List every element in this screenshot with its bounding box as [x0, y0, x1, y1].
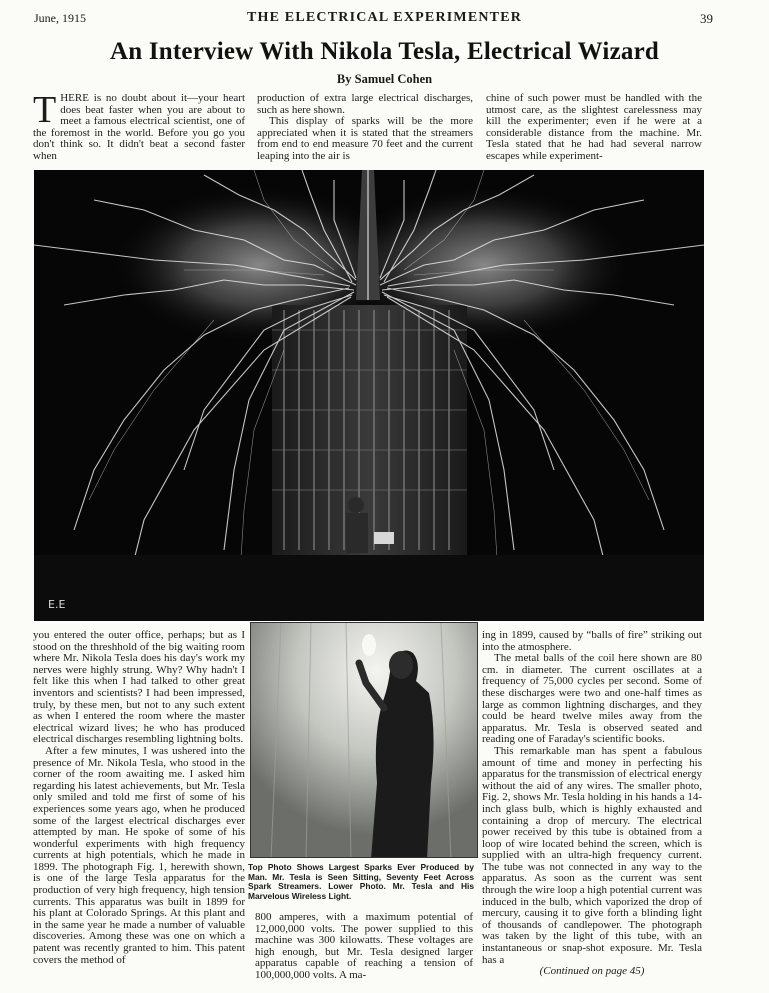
column-1-bottom — [33, 630, 245, 966]
magazine-name: THE ELECTRICAL EXPERIMENTER — [246, 10, 523, 25]
photo-tesla-wireless-light — [250, 622, 478, 858]
column-3-top-text: chine of such power must be handled with the utmost care, as the slightest carelessness may kill the experimenter; even if he were at a considerable distance from the machine. Mr. Tesla stated that he had had several narrow escapes while experiment- — [486, 92, 702, 162]
column-2-bottom-text: 800 amperes, with a maximum potential of 12,000,000 volts. The power supplied to this machine was 300 kilowatts. These voltages are high enough, but Mr. Tesla designed larger apparatus capable of reaching a tension of 100,000,000 volts. A ma- — [255, 911, 473, 981]
column-3-bottom-p1: ing in 1899, caused by “balls of fire” striking out into the atmosphere. — [482, 629, 702, 653]
continued-note[interactable]: (Continued on page 45) — [539, 965, 645, 978]
column-3-bottom — [482, 630, 702, 978]
article-title: An Interview With Nikola Tesla, Electrical Wizard — [110, 38, 659, 65]
wireless-light-illustration — [251, 623, 478, 858]
column-3-bottom-p3: This remarkable man has spent a fabulous amount of time and money in perfecting his apparatus for the transmission of electrical energy without the aid of any wires. The smaller photo, Fig. 2, shows Mr. Tesla holding in his hands a 14-inch glass bulb, which is highly exhausted and containing a drop of mercury. The electrical power received by this tube is obtained from a loop of wire located behind the screen, which is supplied with an ultra-high frequency current. The tube was not connected in any way to the apparatus. As soon as the current was sent through the wire loop a high potential current was induced in the bulb, which vaporized the drop of mercury, causing it to give forth a blinding light of thousands of candlepower. The photograph was taken by the light of this tube, with an instantaneous or snap-shot exposure. Mr. Tesla has a — [482, 744, 702, 966]
article-byline: By Samuel Cohen — [336, 72, 433, 86]
column-2-top-p1: production of extra large electrical discharges, such as here shown. — [257, 92, 473, 116]
issue-date: June, 1915 — [34, 11, 86, 25]
drop-cap: T — [33, 89, 57, 131]
photo-mark: E.E — [48, 598, 66, 611]
column-2-top-p2: This display of sparks will be the more appreciated when it is stated that the streamers from end to end measure 70 feet and the current leaping into the air is — [257, 115, 473, 162]
figure-caption: Top Photo Shows Largest Sparks Ever Produced by Man. Mr. Tesla is Seen Sitting, Seventy Feet Across Spark Streamers. Lower Photo. Mr. Tesla and His Marvelous Wireless Light. — [248, 862, 474, 901]
column-3-top — [486, 93, 702, 163]
column-1-bottom-p2: After a few minutes, I was ushered into the presence of Mr. Nikola Tesla, who stood in the corner of the room awaiting me. I asked him regarding his latest achievements, but Mr. Tesla only smiled and told me first of some of his experiences some years ago, when he produced some of the largest electrical discharges ever attempted by man. He spoke of some of his wonderful experiments with high frequency currents at high potentials, which he made in 1899. The photograph Fig. 1, herewith shown, is one of the large Tesla apparatus for the production of very high frequency, high tension currents. This apparatus was built in 1899 for his plant at Colorado Springs. At this plant and in the same year he made a number of valuable discoveries. Among these was one on which a patent was recently granted to him. This patent covers the method of — [33, 744, 245, 966]
column-2-top — [257, 93, 473, 163]
column-1-top-text: HERE is no doubt about it—your heart does beat faster when you are about to meet a famous electrical scientist, one of the foremost in the world. Before you go you don't think so. It didn't beat a second faster when — [33, 92, 245, 162]
column-1-bottom-p1: you entered the outer office, perhaps; but as I stood on the threshhold of the big waiting room where Mr. Nikola Tesla does his day's work my nerves were highly strung. Why? Why hadn't I felt like this when I had talked to other great inventors and scientists? I had been impressed, truly, by these men, but not to any such extent as when I entered the room where the master electrical wizard lives; he who has produced electrical discharges resembling lightning bolts. — [33, 629, 245, 746]
spark-discharge-illustration — [34, 170, 704, 621]
column-3-bottom-p2: The metal balls of the coil here shown are 80 cm. in diameter. The current oscillates at a frequency of 75,000 cycles per second. Some of these discharges were two and one-half times as large as common lightning discharges, and they could be heard twelve miles away from the apparatus. Mr. Tesla is observed seated and reading one of Faraday's scientific books. — [482, 652, 702, 746]
page-number: 39 — [700, 11, 713, 26]
photo-tesla-coil-sparks — [34, 170, 704, 621]
column-2-bottom — [255, 912, 473, 982]
column-1-top — [33, 89, 245, 163]
